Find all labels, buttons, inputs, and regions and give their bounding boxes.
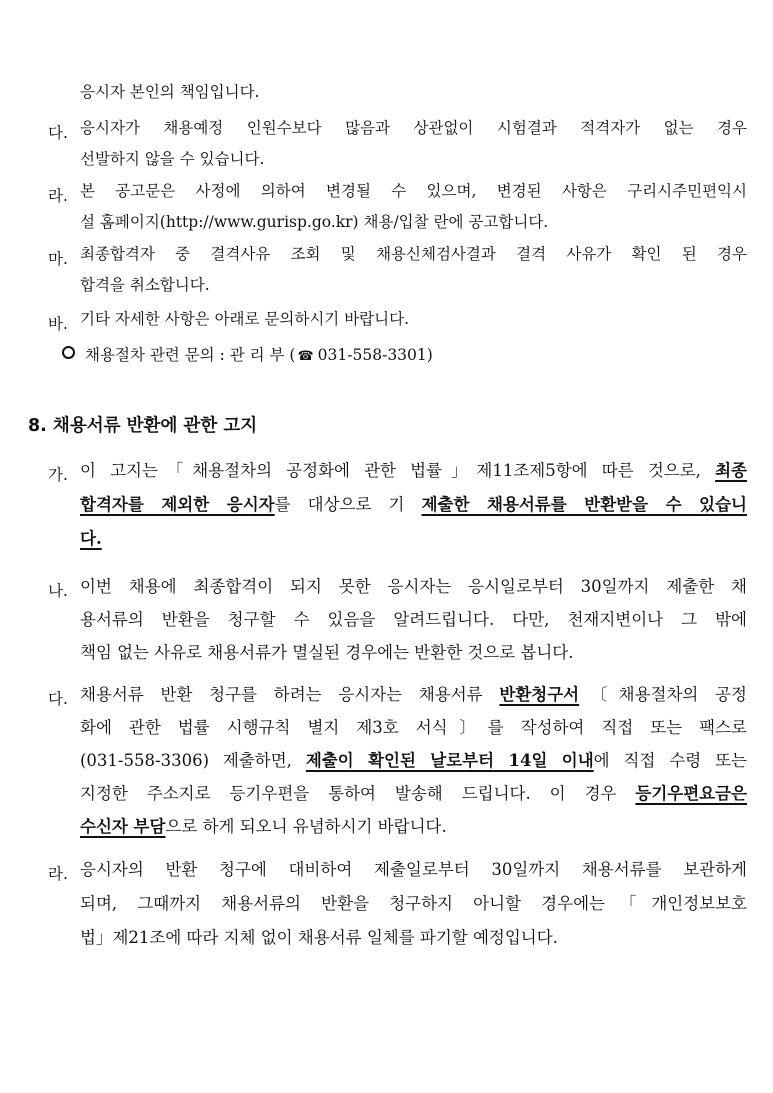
s8-da-line4: 지정한 주소지로 등기우편을 통하여 발송해 드립니다. 이 경우 등기우편요금은: [80, 784, 747, 803]
circle-bullet-icon: [62, 346, 75, 359]
continuation-text: 응시자 본인의 책임입니다.: [80, 83, 260, 101]
s8-ra-line3: 법」제21조에 따라 지체 없이 채용서류 일체를 파기할 예정입니다.: [80, 928, 558, 947]
s8-ra-line1: 응시자의 반환 청구에 대비하여 제출일로부터 30일까지 채용서류를 보관하게: [80, 860, 747, 879]
s8-na-line2: 용서류의 반환을 청구할 수 있음을 알려드립니다. 다만, 천재지변이나 그 밖에: [80, 610, 747, 629]
s8-da-emph2: 제출이 확인된 날로부터 14일 이내: [305, 751, 594, 770]
s8-ga-line2: 합격자를 제외한 응시자를 대상으로 기 제출한 채용서류를 반환받을 수 있습니: [80, 495, 747, 514]
s8-da-emph3: 등기우편요금은: [635, 784, 747, 803]
s8-da-line2: 화에 관한 법률 시행규칙 별지 제3호 서식〕를 작성하여 직접 또는 팩스로: [80, 718, 747, 737]
s8-da-emph1: 반환청구서: [499, 685, 580, 704]
item-da-line1: 응시자가 채용예정 인원수보다 많음과 상관없이 시험결과 적격자가 없는 경우: [80, 119, 747, 137]
s8-ga-line3: 다.: [80, 529, 102, 548]
phone-icon: ☎: [297, 349, 314, 364]
item-ba-line1: 기타 자세한 사항은 아래로 문의하시기 바랍니다.: [80, 310, 410, 328]
item-marker-ma: 마.: [48, 250, 68, 268]
item-marker-da: 다.: [48, 124, 68, 142]
section-8-title: 8. 채용서류 반환에 관한 고지: [28, 416, 258, 436]
item-marker-ba: 바.: [48, 315, 68, 333]
s8-da-line3: (031-558-3306) 제출하면, 제출이 확인된 날로부터 14일 이내에 직접 수령 또는: [80, 751, 747, 770]
s8-marker-na: 나.: [48, 582, 68, 600]
s8-da-emph4: 수신자 부담: [80, 817, 166, 836]
item-da-line2: 선발하지 않을 수 있습니다.: [80, 150, 265, 168]
s8-marker-da: 다.: [48, 690, 68, 708]
item-ma-line1: 최종합격자 중 결격사유 조회 및 채용신체검사결과 결격 사유가 확인 된 경우: [80, 245, 747, 263]
s8-na-line3: 책임 없는 사유로 채용서류가 멸실된 경우에는 반환한 것으로 봅니다.: [80, 643, 574, 662]
s8-ga-emph3: 제출한 채용서류를 반환받을 수 있습니: [421, 495, 747, 514]
contact-number: 031-558-3301): [317, 346, 433, 364]
s8-ga-line1: 이 고지는「채용절차의 공정화에 관한 법률」제11조제5항에 따른 것으로, 최종: [80, 461, 747, 480]
item-ma-line2: 합격을 취소합니다.: [80, 276, 210, 294]
item-ra-line2: 설 홈페이지(http://www.gurisp.go.kr) 채용/입찰 란에 공고합니다.: [80, 213, 549, 231]
s8-ga-emph1: 최종: [715, 461, 747, 480]
s8-ra-line2: 되며, 그때까지 채용서류의 반환을 청구하지 아니할 경우에는「개인정보보호: [80, 894, 747, 913]
contact-line: [62, 346, 433, 364]
s8-da-line5: 수신자 부담으로 하게 되오니 유념하시기 바랍니다.: [80, 817, 447, 836]
s8-marker-ga: 가.: [48, 466, 68, 484]
s8-marker-ra: 라.: [48, 865, 68, 883]
s8-da-line1: 채용서류 반환 청구를 하려는 응시자는 채용서류 반환청구서〔채용절차의 공정: [80, 685, 748, 704]
s8-na-line1: 이번 채용에 최종합격이 되지 못한 응시자는 응시일로부터 30일까지 제출한 채: [80, 577, 747, 596]
item-marker-ra: 라.: [48, 187, 68, 205]
item-ra-line1: 본 공고문은 사정에 의하여 변경될 수 있으며, 변경된 사항은 구리시주민편익시: [80, 182, 747, 200]
contact-label: 채용절차 관련 문의 : 관 리 부 (: [85, 346, 296, 364]
s8-ga-emph2: 합격자를 제외한 응시자: [80, 495, 275, 514]
